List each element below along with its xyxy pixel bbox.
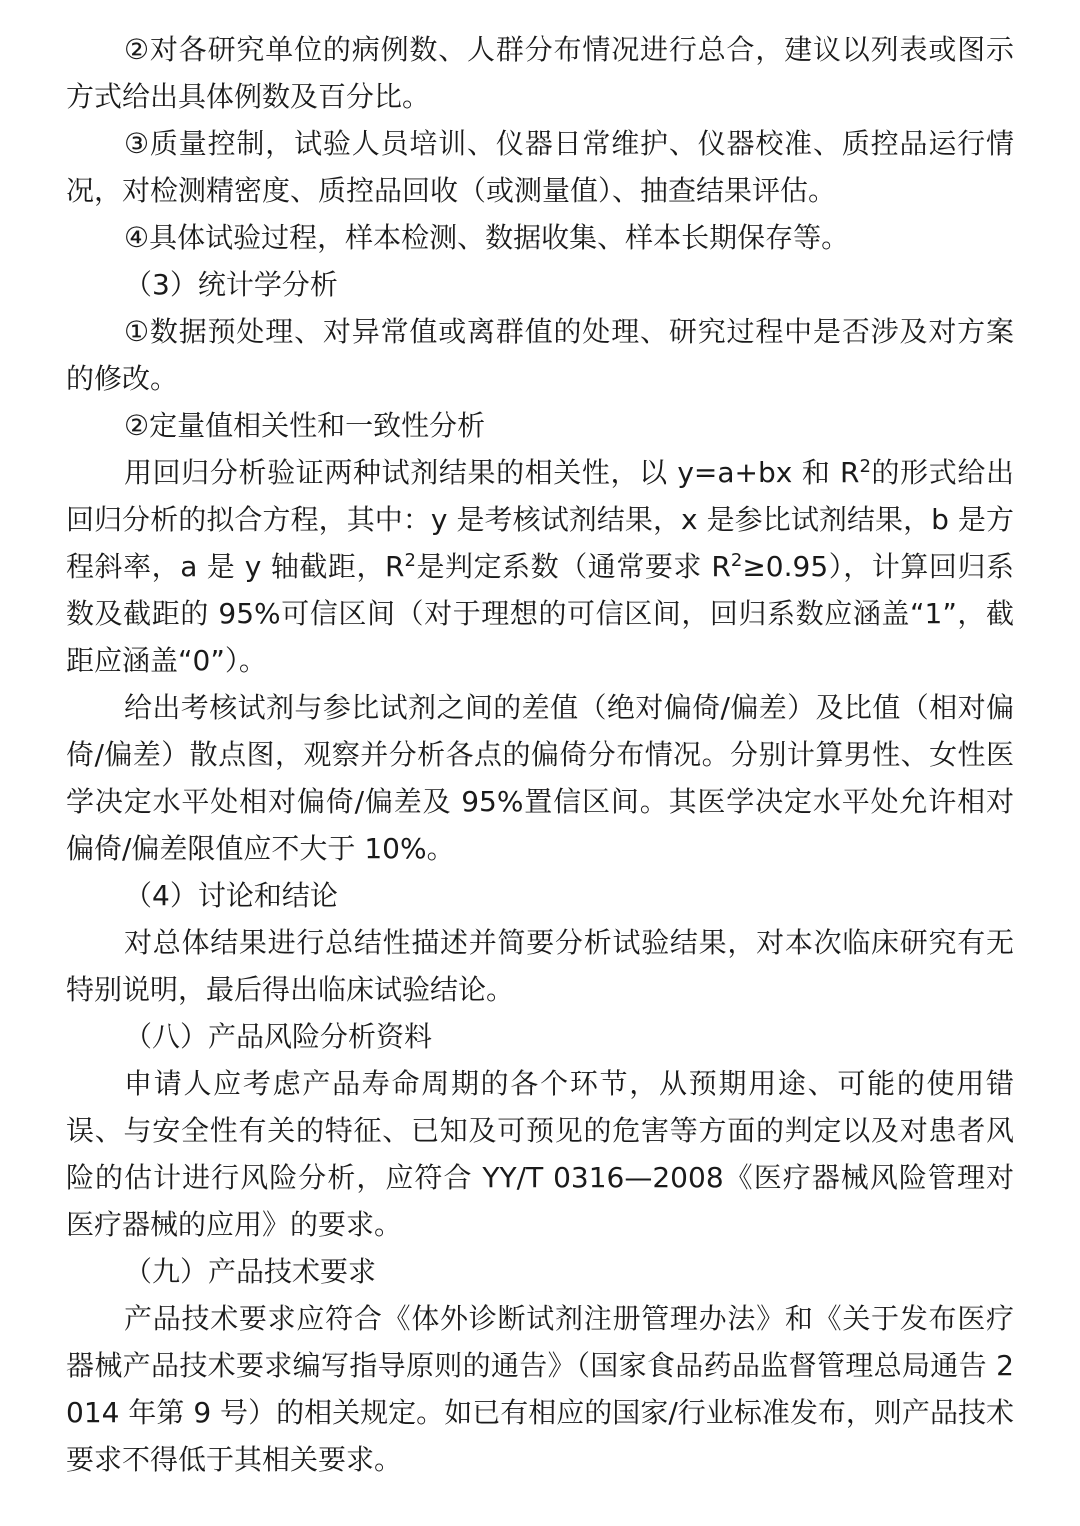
paragraph-risk-analysis: 申请人应考虑产品寿命周期的各个环节，从预期用途、可能的使用错误、与安全性有关的特征、已知及可预见的危害等方面的判定以及对患者风险的估计进行风险分析，应符合 YY/T 0316—2008《医疗器械风险管理对医疗器械的应用》的要求。: [66, 1067, 1014, 1241]
heading-statistical-analysis: （3）统计学分析: [124, 268, 338, 301]
regression-text-1: 用回归分析验证两种试剂结果的相关性，以 y=a+bx 和 R: [124, 456, 860, 489]
superscript-2: 2: [730, 550, 743, 571]
regression-text-2: 的形式给出回归分析的拟合方程，其中：y 是考核试剂结果，x 是参比试剂结果，b 是方程斜率，a 是 y 轴截距，R: [66, 456, 1014, 583]
superscript-2: 2: [404, 550, 416, 571]
paragraph-correlation-title: ②定量值相关性和一致性分析: [124, 409, 486, 442]
paragraph-case-distribution: ②对各研究单位的病例数、人群分布情况进行总合，建议以列表或图示方式给出具体例数及百分比。: [66, 33, 1014, 113]
paragraph-bias-scatter: 给出考核试剂与参比试剂之间的差值（绝对偏倚/偏差）及比值（相对偏倚/偏差）散点图，观察并分析各点的偏倚分布情况。分别计算男性、女性医学决定水平处相对偏倚/偏差及 95%置信区间。其医学决定水平处允许相对偏倚/偏差限值应不大于 10%。: [66, 691, 1014, 865]
paragraph-data-preprocessing: ①数据预处理、对异常值或离群值的处理、研究过程中是否涉及对方案的修改。: [66, 315, 1014, 395]
heading-discussion-conclusion: （4）讨论和结论: [124, 879, 338, 912]
heading-risk-analysis: （八）产品风险分析资料: [124, 1020, 433, 1053]
paragraph-regression-analysis: [66, 449, 1014, 684]
regression-text-4: ≥0.95），计算回归系数及截距的 95%可信区间（对于理想的可信区间，回归系数应涵盖“1”，截距应涵盖“0”）。: [66, 550, 1014, 677]
paragraph-technical-requirements: 产品技术要求应符合《体外诊断试剂注册管理办法》和《关于发布医疗器械产品技术要求编写指导原则的通告》（国家食品药品监督管理总局通告 2014 年第 9 号）的相关规定。如已有相应的国家/行业标准发布，则产品技术要求不得低于其相关要求。: [66, 1302, 1014, 1476]
regression-text-3: 是判定系数（通常要求 R: [415, 550, 731, 583]
superscript-2: 2: [859, 456, 871, 477]
paragraph-test-process: ④具体试验过程，样本检测、数据收集、样本长期保存等。: [124, 221, 850, 254]
paragraph-quality-control: ③质量控制，试验人员培训、仪器日常维护、仪器校准、质控品运行情况，对检测精密度、质控品回收（或测量值）、抽查结果评估。: [66, 127, 1014, 207]
paragraph-conclusion: 对总体结果进行总结性描述并简要分析试验结果，对本次临床研究有无特别说明，最后得出临床试验结论。: [66, 926, 1014, 1006]
heading-technical-requirements: （九）产品技术要求: [124, 1255, 377, 1288]
